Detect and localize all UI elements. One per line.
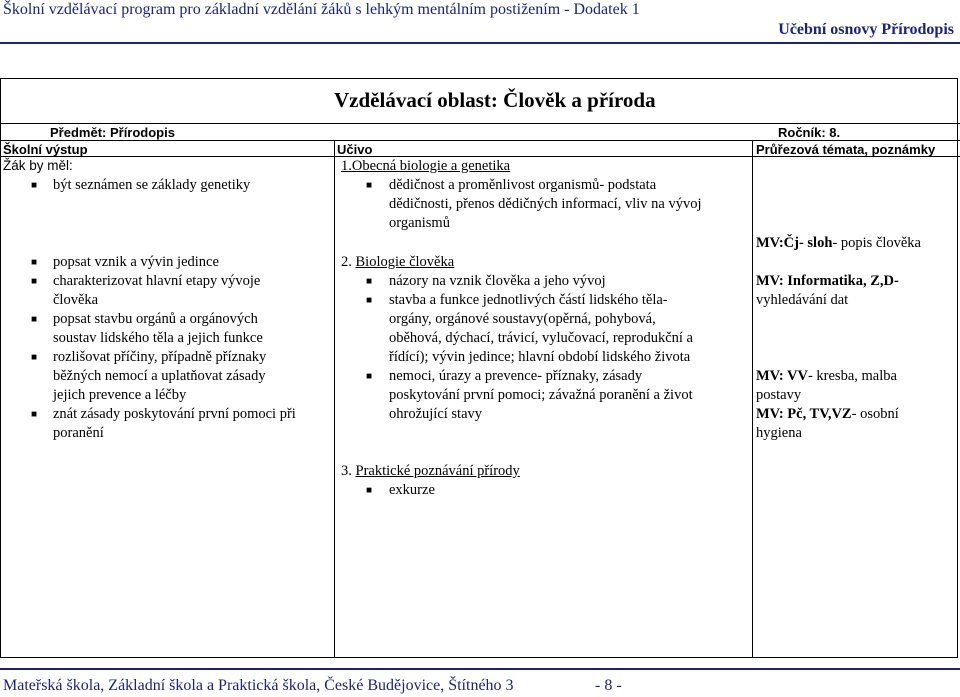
theme-code: MV: VV	[756, 368, 808, 384]
bullet-icon: ■	[31, 314, 38, 325]
page-number: - 8 -	[595, 677, 622, 694]
area-title: Vzdělávací oblast: Člověk a příroda	[334, 88, 656, 112]
column-header-curriculum: Učivo	[337, 142, 373, 157]
bullet-icon: ■	[31, 352, 38, 363]
theme-text: - osobní	[851, 406, 899, 422]
curriculum-line: organismů	[389, 215, 450, 231]
bullet-icon: ■	[366, 485, 373, 496]
theme-text: postavy	[756, 387, 802, 403]
document-header-title: Školní vzdělávací program pro základní vzdělání žáků s lehkým mentálním postižením - Dodatek 1	[3, 1, 640, 18]
section-title-text: Biologie člověka	[355, 254, 455, 270]
curriculum-line: dědičnosti, přenos dědičných informací, vliv na vývoj	[389, 196, 702, 212]
theme-entry	[756, 234, 921, 253]
section-number: 2.	[341, 254, 356, 270]
footer-school: Mateřská škola, Základní škola a Praktická škola, České Budějovice, Štítného 3	[3, 677, 514, 694]
output-item: znát zásady poskytování první pomoci při	[53, 406, 296, 422]
output-item: poranění	[53, 425, 104, 441]
bullet-icon: ■	[366, 276, 373, 287]
bullet-icon: ■	[31, 409, 38, 420]
header-rule	[0, 42, 960, 44]
output-item: charakterizovat hlavní etapy vývoje	[53, 273, 261, 289]
theme-text: - kresba, malba	[807, 368, 897, 384]
section-number: 3.	[341, 463, 356, 479]
theme-text: vyhledávání dat	[756, 292, 849, 308]
curriculum-line: poskytování první pomoci; závažná poranění a život	[389, 387, 693, 403]
curriculum-line: názory na vznik člověka a jeho vývoj	[389, 273, 606, 289]
curriculum-line: dědičnost a proměnlivost organismů- podstata	[389, 177, 657, 193]
theme-text: hygiena	[756, 425, 802, 441]
theme-code: MV: Informatika, Z,D-	[756, 273, 899, 289]
output-item: běžných nemocí a uplatňovat zásady	[53, 368, 266, 384]
curriculum-line: ohrožující stavy	[389, 406, 483, 422]
table-divider	[0, 140, 960, 141]
curriculum-line: orgány, orgánové soustavy(opěrná, pohybová,	[389, 311, 656, 327]
theme-code: MV:Čj- sloh	[756, 235, 833, 251]
curriculum-line: řídící); vývin jedince; hlavní období lidského života	[389, 349, 691, 365]
bullet-icon: ■	[366, 180, 373, 191]
output-item: popsat vznik a vývin jedince	[53, 254, 219, 270]
bullet-icon: ■	[31, 257, 38, 268]
table-divider	[0, 123, 960, 124]
section-title-practical	[341, 462, 520, 481]
output-item: soustav lidského těla a jejich funkce	[53, 330, 263, 346]
section-title-human-biology	[341, 253, 454, 272]
output-item: jejich prevence a léčby	[53, 387, 187, 403]
output-item: být seznámen se základy genetiky	[53, 177, 251, 193]
bullet-icon: ■	[31, 276, 38, 287]
grade-label: Ročník: 8.	[778, 125, 841, 140]
column-header-outputs: Školní výstup	[3, 142, 88, 157]
output-item: člověka	[53, 292, 99, 308]
theme-code: MV: Pč, TV,VZ	[756, 406, 852, 422]
theme-entry	[756, 367, 897, 386]
output-item: rozlišovat příčiny, případně příznaky	[53, 349, 267, 365]
document-header-subtitle: Učební osnovy Přírodopis	[778, 21, 954, 38]
column-header-themes: Průřezová témata, poznámky	[756, 142, 936, 157]
bullet-icon: ■	[366, 371, 373, 382]
theme-entry	[756, 272, 899, 291]
footer-rule	[0, 668, 960, 670]
curriculum-line: exkurze	[389, 482, 435, 498]
theme-entry	[756, 405, 899, 424]
bullet-icon: ■	[366, 295, 373, 306]
bullet-icon: ■	[31, 180, 38, 191]
curriculum-line: stavba a funkce jednotlivých částí lidského těla-	[389, 292, 668, 308]
theme-text: - popis člověka	[832, 235, 921, 251]
subject-label: Předmět: Přírodopis	[50, 125, 175, 140]
column-divider	[334, 140, 335, 657]
section-title-genetics: 1.Obecná biologie a genetika	[341, 158, 511, 174]
section-title-text: Praktické poznávání přírody	[355, 463, 520, 479]
pupil-intro: Žák by měl:	[3, 158, 73, 173]
curriculum-line: nemoci, úrazy a prevence- příznaky, zásady	[389, 368, 643, 384]
curriculum-line: oběhová, dýchací, trávicí, vylučovací, reprodukční a	[389, 330, 693, 346]
output-item: popsat stavbu orgánů a orgánových	[53, 311, 258, 327]
column-divider	[752, 140, 753, 657]
